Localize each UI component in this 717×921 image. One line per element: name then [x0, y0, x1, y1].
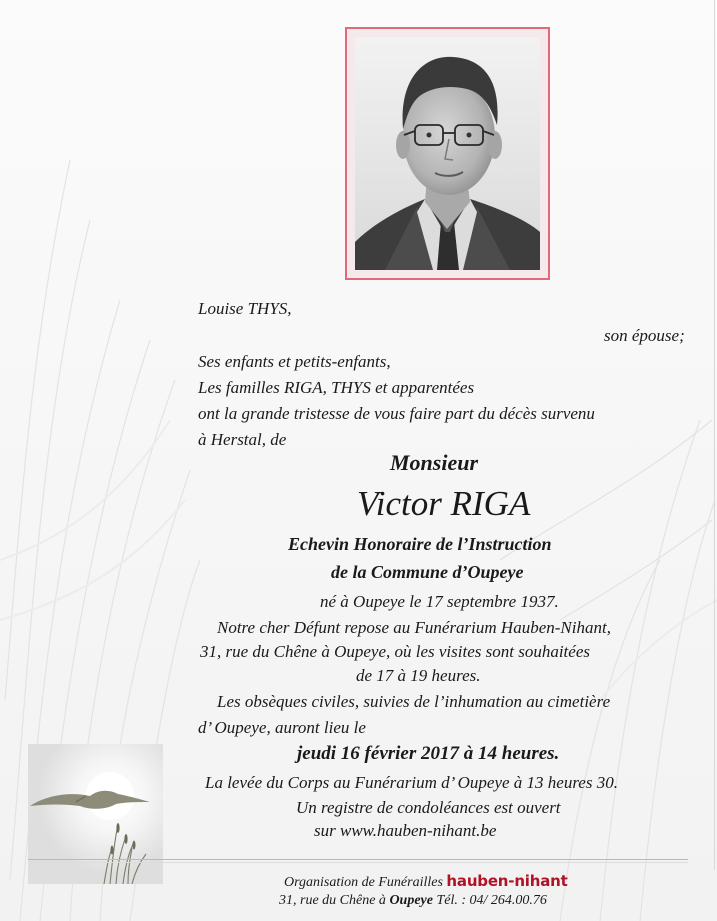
detail-line-1: Notre cher Défunt repose au Funérarium Hauben-Nihant, [217, 618, 611, 637]
footer-address [279, 893, 547, 909]
footer-address-town: Oupeye [389, 893, 433, 908]
announcement-place: à Herstal, de [198, 430, 287, 449]
footer-divider [28, 859, 688, 860]
portrait-photo [355, 37, 540, 270]
birth-info: né à Oupeye le 17 septembre 1937. [320, 592, 559, 611]
detail-line-4: Les obsèques civiles, suivies de l’inhumation au cimetière [217, 692, 611, 711]
heron-illustration [28, 744, 163, 884]
portrait-frame [345, 27, 550, 280]
spouse-relation: son épouse; [604, 326, 685, 345]
deceased-title-2: de la Commune d’Oupeye [331, 562, 524, 582]
deceased-name: Victor RIGA [357, 484, 531, 523]
announcement-line: ont la grande tristesse de vous faire part du décès survenu [198, 404, 595, 423]
footer-org-prefix: Organisation de Funérailles [284, 875, 443, 890]
spouse-name: Louise THYS, [198, 299, 292, 318]
honorific: Monsieur [390, 450, 479, 475]
detail-line-6: La levée du Corps au Funérarium d’ Oupeye à 13 heures 30. [205, 773, 618, 792]
family-line-families: Les familles RIGA, THYS et apparentées [198, 378, 475, 397]
footer-organisation [284, 872, 568, 891]
deceased-title-1: Echevin Honoraire de l’Instruction [288, 534, 552, 554]
footer-address-prefix: 31, rue du Chêne à [279, 893, 386, 908]
funeral-date: jeudi 16 février 2017 à 14 heures. [297, 743, 560, 764]
detail-line-2: 31, rue du Chêne à Oupeye, où les visites sont souhaitées [200, 642, 590, 661]
detail-line-5: d’ Oupeye, auront lieu le [198, 718, 366, 737]
detail-line-3: de 17 à 19 heures. [356, 666, 481, 685]
footer-divider-secondary [28, 862, 688, 863]
condolence-register: Un registre de condoléances est ouvert [296, 798, 561, 817]
brand-logo: hauben-nihant [446, 872, 568, 890]
family-line-children: Ses enfants et petits-enfants, [198, 352, 391, 371]
footer-phone: Tél. : 04/ 264.00.76 [436, 893, 547, 908]
right-edge-line [714, 0, 715, 870]
condolence-website: sur www.hauben-nihant.be [314, 821, 497, 840]
